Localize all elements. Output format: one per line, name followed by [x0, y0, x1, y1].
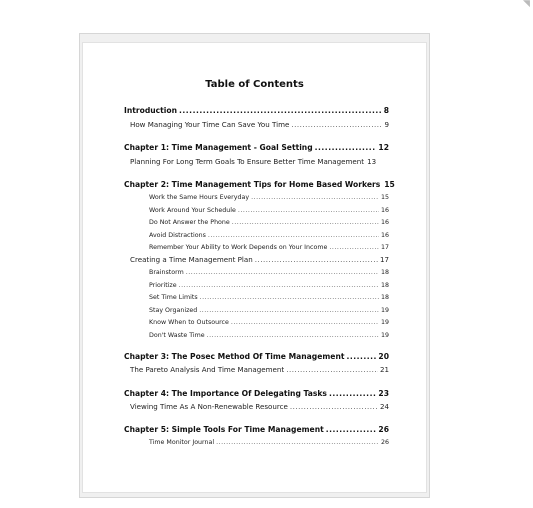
toc-entry-subsection[interactable] [149, 305, 389, 317]
toc-entry-section[interactable] [130, 156, 389, 168]
toc-entry-text: Stay Organized [149, 306, 198, 314]
toc-entry-subsection[interactable] [149, 267, 389, 279]
table-of-contents [83, 43, 426, 492]
toc-entry-page: 23 [378, 389, 389, 398]
toc-entry-text: Know When to Outsource [149, 319, 229, 326]
toc-entry-page: 24 [379, 402, 389, 411]
document-viewer-frame[interactable] [79, 33, 430, 498]
toc-entry-text: The Pareto Analysis And Time Management [130, 365, 285, 374]
toc-entry-text: Chapter 5: Simple Tools For Time Management [124, 425, 324, 434]
toc-entry-text: Chapter 4: The Importance Of Delegating Tasks [124, 389, 327, 398]
toc-entry-page: 26 [378, 425, 389, 434]
toc-entry-text: Do Not Answer the Phone [149, 219, 230, 226]
toc-entry-page: 16 [380, 219, 389, 226]
toc-entry-subsection[interactable] [149, 230, 389, 242]
toc-entry-text: Chapter 1: Time Management - Goal Setting [124, 143, 313, 152]
toc-entry-page: 19 [380, 306, 389, 314]
toc-entry-text: Work Around Your Schedule [149, 206, 236, 214]
toc-entry-text: Avoid Distractions [149, 231, 206, 239]
toc-entry-page: 17 [379, 255, 389, 264]
toc-entry-subsection[interactable] [149, 292, 389, 304]
toc-entry-subsection[interactable] [149, 217, 389, 229]
toc-entry-chapter-2[interactable] [124, 179, 395, 191]
toc-entry-subsection[interactable] [149, 317, 389, 329]
corner-marker: ◥ [523, 0, 530, 9]
toc-entry-text: Planning For Long Term Goals To Ensure Better Time Management [130, 157, 365, 166]
toc-entry-text: Viewing Time As A Non-Renewable Resource [130, 402, 288, 411]
toc-entry-chapter-4[interactable] [124, 388, 389, 400]
toc-entry-subsection[interactable] [149, 205, 389, 217]
toc-entry-page: 17 [380, 244, 389, 251]
toc-entry-text: Creating a Time Management Plan [130, 255, 253, 264]
toc-entry-text: How Managing Your Time Can Save You Time [130, 120, 290, 129]
toc-entry-page: 9 [384, 120, 389, 129]
toc-entry-introduction[interactable] [124, 105, 389, 117]
toc-entry-page: 15 [380, 194, 389, 201]
toc-entry-page: 18 [380, 269, 389, 276]
toc-entry-page: 19 [380, 319, 389, 326]
document-page [82, 42, 427, 493]
toc-entry-subsection[interactable] [149, 280, 389, 292]
toc-entry-chapter-1[interactable] [124, 142, 389, 154]
toc-entry-page: 18 [380, 294, 389, 301]
toc-entry-page: 18 [380, 281, 389, 289]
toc-entry-text: Don't Waste Time [149, 331, 205, 339]
toc-entry-section[interactable] [130, 401, 389, 413]
toc-title: Table of Contents [205, 79, 304, 90]
toc-entry-page: 15 [384, 180, 395, 189]
toc-entry-page: 21 [379, 365, 389, 374]
toc-entry-subsection[interactable] [149, 330, 389, 342]
toc-entry-section[interactable] [130, 254, 389, 266]
toc-entry-page: 16 [380, 206, 389, 214]
toc-entry-page: 16 [380, 231, 389, 239]
toc-entry-section[interactable] [130, 364, 389, 376]
toc-entry-section[interactable] [130, 119, 389, 131]
toc-entry-subsection[interactable] [149, 242, 389, 254]
toc-entry-page: 13 [367, 157, 377, 166]
toc-entry-page: 12 [378, 143, 389, 152]
toc-entry-chapter-3[interactable] [124, 351, 389, 363]
toc-entry-text: Time Monitor Journal [149, 439, 215, 446]
toc-entry-text: Remember Your Ability to Work Depends on Your Income [149, 244, 328, 251]
toc-entry-subsection[interactable] [149, 192, 389, 204]
toc-entry-page: 19 [380, 331, 389, 339]
toc-entry-chapter-5[interactable] [124, 424, 389, 436]
toc-entry-text: Prioritize [149, 281, 177, 289]
toc-entry-page: 20 [378, 352, 389, 361]
toc-entry-text: Chapter 2: Time Management Tips for Home Based Workers [124, 180, 381, 189]
toc-entry-page: 26 [380, 439, 389, 446]
toc-entry-text: Set Time Limits [149, 294, 198, 301]
toc-entry-subsection[interactable] [149, 437, 389, 449]
toc-entry-text: Chapter 3: The Posec Method Of Time Management [124, 352, 345, 361]
toc-entry-text: Introduction [124, 106, 178, 115]
toc-entry-page: 8 [383, 106, 389, 115]
toc-entry-text: Brainstorm [149, 269, 184, 276]
toc-entry-text: Work the Same Hours Everyday [149, 194, 250, 201]
